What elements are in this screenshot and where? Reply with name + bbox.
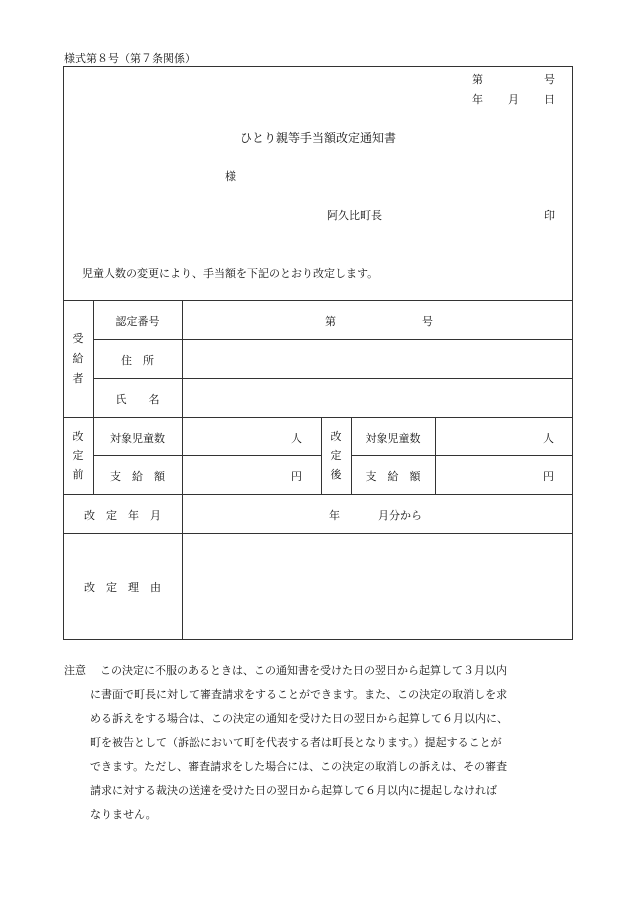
note-text: に書面で町長に対して審査請求をすることができます。また、この決定の取消しを求 — [90, 688, 508, 701]
after-group-char: 改 — [330, 430, 342, 443]
note-line — [64, 707, 574, 731]
document-title: ひとり親等手当額改定通知書 — [240, 131, 397, 145]
after-amount-label: 支 給 額 — [365, 470, 421, 483]
issuer-name: 阿久比町長 — [327, 209, 382, 222]
revision-date-year: 年 — [329, 509, 340, 522]
before-group-char: 前 — [72, 468, 84, 481]
table-vline — [321, 417, 322, 495]
table-line — [63, 533, 573, 534]
name-label: 氏 名 — [115, 393, 160, 406]
addressee-suffix: 様 — [225, 170, 236, 183]
after-children-unit: 人 — [543, 432, 554, 445]
note-line — [64, 659, 574, 683]
intro-text: 児童人数の変更により、手当額を下記のとおり改定します。 — [82, 267, 379, 280]
date-month: 月 — [508, 93, 519, 106]
date-day: 日 — [544, 93, 555, 106]
note-text: める訴えをする場合は、この決定の通知を受けた日の翌日から起算して６月以内に、 — [90, 712, 508, 725]
table-vline — [182, 300, 183, 640]
note-line — [64, 779, 574, 803]
form-number-label: 様式第８号（第７条関係） — [64, 52, 196, 65]
doc-number-prefix: 第 — [472, 73, 483, 86]
note-text: 町を被告として（訴訟において町を代表する者は町長となります。）提起することが — [90, 736, 502, 749]
note-line — [64, 731, 574, 755]
revision-reason-label: 改 定 理 由 — [84, 581, 161, 594]
recipient-group-char: 給 — [72, 352, 84, 365]
cert-number-suffix: 号 — [422, 315, 433, 328]
after-group-char: 定 — [330, 449, 342, 462]
before-amount-label: 支 給 額 — [110, 470, 165, 483]
note-text: できます。ただし、審査請求をした場合には、この決定の取消しの訴えは、その審査 — [90, 760, 508, 773]
recipient-group-char: 受 — [72, 332, 84, 345]
table-vline — [435, 417, 436, 495]
note-text: この決定に不服のあるときは、この通知書を受けた日の翌日から起算して３月以内 — [100, 664, 507, 677]
recipient-group-char: 者 — [72, 372, 84, 385]
notes-section — [64, 659, 574, 827]
seal-mark: 印 — [544, 209, 555, 222]
after-group-char: 後 — [330, 468, 342, 481]
before-children-unit: 人 — [291, 432, 302, 445]
table-line — [93, 378, 573, 379]
table-top-line — [63, 300, 573, 301]
cert-number-label: 認定番号 — [115, 315, 160, 328]
address-label: 住 所 — [121, 354, 154, 367]
table-line — [63, 417, 573, 418]
table-line — [351, 455, 573, 456]
revision-date-from: 月分から — [378, 509, 422, 522]
note-line — [64, 683, 574, 707]
after-children-label: 対象児童数 — [365, 432, 421, 445]
table-line — [93, 455, 321, 456]
doc-number-suffix: 号 — [544, 73, 555, 86]
before-children-label: 対象児童数 — [110, 432, 165, 445]
note-line — [64, 803, 574, 827]
cert-number-prefix: 第 — [325, 315, 336, 328]
table-line — [93, 339, 573, 340]
before-amount-unit: 円 — [291, 470, 302, 483]
note-text: なりません。 — [90, 808, 157, 821]
date-year: 年 — [472, 93, 483, 106]
before-group-char: 定 — [72, 449, 84, 462]
after-amount-unit: 円 — [543, 470, 554, 483]
notes-lead: 注意 — [64, 664, 86, 677]
before-group-char: 改 — [72, 430, 84, 443]
revision-date-label: 改 定 年 月 — [84, 509, 161, 522]
table-line — [63, 494, 573, 495]
note-line — [64, 755, 574, 779]
note-text: 請求に対する裁決の送達を受けた日の翌日から起算して６月以内に提起しなければ — [90, 784, 497, 797]
